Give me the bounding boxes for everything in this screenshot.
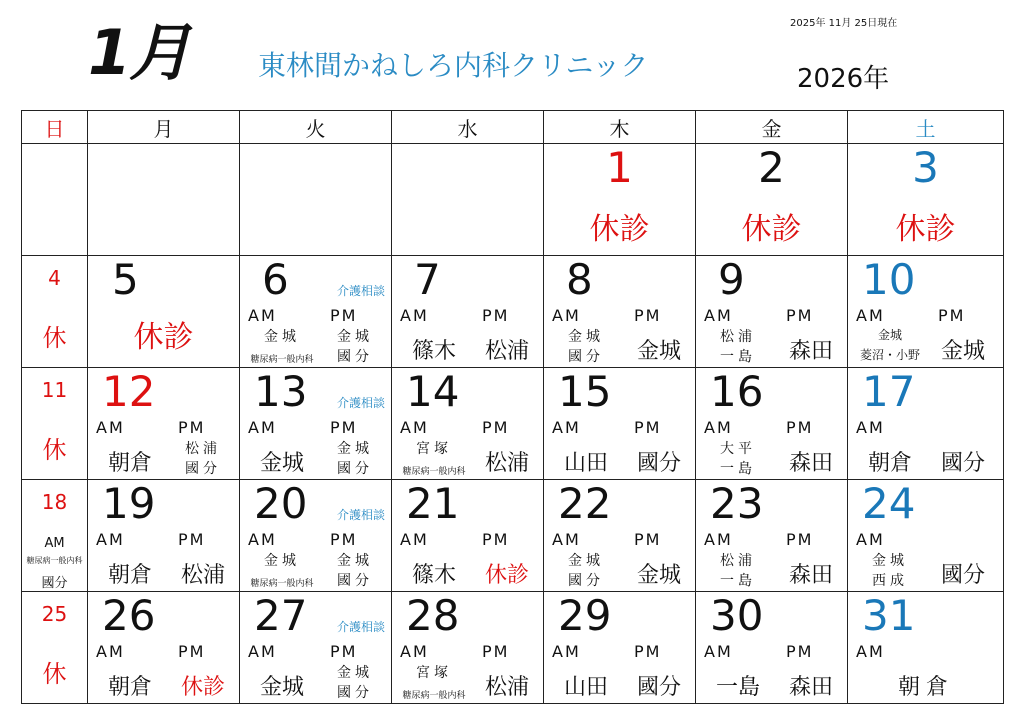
day-number: 13 <box>254 367 308 416</box>
day-number: 8 <box>566 255 593 304</box>
am-label: AM <box>704 306 733 325</box>
pm-doctor: 松浦 <box>484 451 529 476</box>
pm-doctor: 國分 <box>636 675 681 700</box>
day-number: 12 <box>102 367 156 416</box>
pm-label: PM <box>482 530 510 549</box>
day-number: 2 <box>758 143 785 192</box>
pm-doctor: 松浦 <box>180 563 225 588</box>
am-dept: 糖尿病一般内科 <box>250 355 314 365</box>
pm-doctor-2: 國分 <box>337 461 373 477</box>
day-cell-empty <box>240 144 392 256</box>
day-number: 3 <box>912 143 939 192</box>
pm-label: PM <box>330 530 358 549</box>
am-doctor: 金城 <box>568 553 604 569</box>
year-label: 2026年 <box>797 64 890 94</box>
pm-label: PM <box>482 642 510 661</box>
day-number: 18 <box>41 490 68 514</box>
pm-doctor: 松浦 <box>484 339 529 364</box>
week-row-1 <box>22 144 1004 256</box>
am-doctor: 金城 <box>264 553 300 569</box>
day-cell-7 <box>392 256 544 368</box>
day-cell-10 <box>848 256 1004 368</box>
weekday-tue: 火 <box>240 111 392 144</box>
weekday-wed: 水 <box>392 111 544 144</box>
week-row-3 <box>22 368 1004 480</box>
pm-label: PM <box>178 642 206 661</box>
pm-label: PM <box>938 306 966 325</box>
day-number: 19 <box>102 479 156 528</box>
am-label: AM <box>552 306 581 325</box>
rest-label: 休 <box>42 660 67 688</box>
weekday-header-row <box>22 111 1004 144</box>
day-number: 6 <box>262 255 289 304</box>
rest-label: 休 <box>42 436 67 464</box>
am-label: AM <box>248 418 277 437</box>
day-cell-24 <box>848 480 1004 592</box>
am-doctor-2: 國分 <box>568 349 604 365</box>
weekday-thu: 木 <box>544 111 696 144</box>
care-consult-label: 介護相談 <box>336 508 385 522</box>
pm-doctor-2: 國分 <box>337 573 373 589</box>
am-label: AM <box>400 306 429 325</box>
am-label: AM <box>44 536 65 551</box>
day-cell-8 <box>544 256 696 368</box>
day-number: 24 <box>862 479 916 528</box>
day-cell-26 <box>88 592 240 704</box>
am-label: AM <box>856 418 885 437</box>
pm-doctor: 金城 <box>337 665 373 681</box>
pm-label: PM <box>178 418 206 437</box>
am-label: AM <box>552 418 581 437</box>
am-doctor: 松浦 <box>720 553 756 569</box>
pm-doctor: 國分 <box>940 563 985 588</box>
am-label: AM <box>704 642 733 661</box>
day-cell-22 <box>544 480 696 592</box>
day-number: 4 <box>48 266 61 290</box>
weekday-mon: 月 <box>88 111 240 144</box>
am-label: AM <box>248 642 277 661</box>
pm-doctor: 金城 <box>337 329 373 345</box>
am-doctor-2: 西成 <box>872 573 908 589</box>
pm-closed-label: 休診 <box>180 675 225 700</box>
day-cell-28 <box>392 592 544 704</box>
am-doctor: 一島 <box>715 675 760 700</box>
day-cell-17 <box>848 368 1004 480</box>
month-title: 1月 <box>88 16 190 89</box>
as-of-date: 2025年 11月 25日現在 <box>790 18 898 29</box>
pm-label: PM <box>634 306 662 325</box>
day-number: 28 <box>406 591 460 640</box>
am-doctor-2: 一島 <box>720 461 756 477</box>
am-label: AM <box>856 642 885 661</box>
care-consult-label: 介護相談 <box>336 620 385 634</box>
day-cell-14 <box>392 368 544 480</box>
am-dept: 糖尿病一般内科 <box>402 691 466 701</box>
day-number: 9 <box>718 255 745 304</box>
pm-label: PM <box>786 530 814 549</box>
am-doctor: 國分 <box>41 576 68 591</box>
pm-label: PM <box>178 530 206 549</box>
am-doctor: 金城 <box>259 675 304 700</box>
am-doctor: 金城 <box>568 329 604 345</box>
pm-doctor-2: 國分 <box>337 685 373 701</box>
am-doctor-2: 一島 <box>720 349 756 365</box>
weekday-fri: 金 <box>696 111 848 144</box>
day-number: 29 <box>558 591 612 640</box>
closed-label: 休診 <box>895 212 956 247</box>
am-label: AM <box>248 530 277 549</box>
day-cell-9 <box>696 256 848 368</box>
day-cell-15 <box>544 368 696 480</box>
day-number: 27 <box>254 591 308 640</box>
pm-doctor: 國分 <box>636 451 681 476</box>
day-number: 15 <box>558 367 612 416</box>
day-cell-23 <box>696 480 848 592</box>
am-label: AM <box>856 530 885 549</box>
day-cell-empty <box>88 144 240 256</box>
day-number: 30 <box>710 591 764 640</box>
day-number: 21 <box>406 479 460 528</box>
am-doctor: 篠木 <box>411 339 456 364</box>
pm-label: PM <box>330 642 358 661</box>
am-doctor: 宮塚 <box>416 441 452 457</box>
sunday-cell-4 <box>22 256 88 368</box>
pm-label: PM <box>482 306 510 325</box>
am-doctor: 朝倉 <box>107 451 152 476</box>
am-doctor: 金城 <box>259 451 304 476</box>
day-cell-16 <box>696 368 848 480</box>
day-cell-5 <box>88 256 240 368</box>
am-dept: 糖尿病一般内科 <box>250 579 314 589</box>
day-cell-13 <box>240 368 392 480</box>
pm-doctor: 國分 <box>940 451 985 476</box>
am-doctor: 山田 <box>563 451 608 476</box>
am-label: AM <box>96 642 125 661</box>
weekday-sat: 土 <box>848 111 1004 144</box>
am-doctor: 篠木 <box>411 563 456 588</box>
day-cell-20 <box>240 480 392 592</box>
day-cell-2 <box>696 144 848 256</box>
day-number: 25 <box>41 602 68 626</box>
day-number: 14 <box>406 367 460 416</box>
pm-doctor: 金城 <box>337 441 373 457</box>
pm-label: PM <box>634 530 662 549</box>
am-doctor-2: 菱沼・小野 <box>859 348 920 362</box>
am-doctor: 金城 <box>877 328 902 342</box>
day-number: 31 <box>862 591 916 640</box>
pm-label: PM <box>330 418 358 437</box>
am-doctor-2: 一島 <box>720 573 756 589</box>
am-label: AM <box>400 530 429 549</box>
day-cell-12 <box>88 368 240 480</box>
day-cell-1 <box>544 144 696 256</box>
pm-label: PM <box>634 418 662 437</box>
pm-doctor: 森田 <box>788 675 833 700</box>
pm-label: PM <box>786 306 814 325</box>
day-number: 10 <box>862 255 916 304</box>
pm-label: PM <box>634 642 662 661</box>
week-row-4 <box>22 480 1004 592</box>
day-cell-3 <box>848 144 1004 256</box>
am-label: AM <box>400 642 429 661</box>
pm-doctor: 森田 <box>788 451 833 476</box>
am-doctor: 宮塚 <box>416 665 452 681</box>
pm-label: PM <box>330 306 358 325</box>
closed-label: 休診 <box>741 212 802 247</box>
day-cell-31 <box>848 592 1004 704</box>
day-cell-27 <box>240 592 392 704</box>
day-number: 16 <box>710 367 764 416</box>
week-row-5 <box>22 592 1004 704</box>
sunday-cell-25 <box>22 592 88 704</box>
am-doctor: 松浦 <box>720 329 756 345</box>
am-dept: 糖尿病一般内科 <box>402 467 466 477</box>
day-number: 1 <box>606 143 633 192</box>
pm-doctor: 松浦 <box>484 675 529 700</box>
am-label: AM <box>96 530 125 549</box>
care-consult-label: 介護相談 <box>336 396 385 410</box>
am-doctor: 金城 <box>872 553 908 569</box>
day-cell-6 <box>240 256 392 368</box>
day-number: 26 <box>102 591 156 640</box>
pm-doctor: 金城 <box>636 563 681 588</box>
am-label: AM <box>552 642 581 661</box>
am-label: AM <box>704 418 733 437</box>
am-doctor-2: 國分 <box>568 573 604 589</box>
am-label: AM <box>400 418 429 437</box>
pm-doctor: 金城 <box>337 553 373 569</box>
am-doctor: 朝倉 <box>107 675 152 700</box>
pm-doctor-2: 國分 <box>337 349 373 365</box>
pm-doctor: 金城 <box>940 339 985 364</box>
calendar-table <box>21 110 1004 704</box>
am-doctor: 大平 <box>720 441 756 457</box>
day-number: 20 <box>254 479 308 528</box>
day-number: 5 <box>112 255 139 304</box>
am-doctor: 山田 <box>563 675 608 700</box>
day-number: 7 <box>414 255 441 304</box>
rest-label: 休 <box>42 324 67 352</box>
day-number: 17 <box>862 367 916 416</box>
am-doctor: 朝倉 <box>107 563 152 588</box>
weekday-sun: 日 <box>22 111 88 144</box>
am-doctor: 朝倉 <box>867 451 912 476</box>
am-label: AM <box>248 306 277 325</box>
pm-label: PM <box>786 642 814 661</box>
closed-label: 休診 <box>589 212 650 247</box>
pm-closed-label: 休診 <box>484 563 529 588</box>
am-label: AM <box>704 530 733 549</box>
closed-label: 休診 <box>133 320 194 355</box>
clinic-name: 東林間かねしろ内科クリニック <box>258 49 649 82</box>
am-dept: 糖尿病一般内科 <box>26 556 83 565</box>
am-label: AM <box>856 306 885 325</box>
day-number: 22 <box>558 479 612 528</box>
day-cell-empty <box>22 144 88 256</box>
pm-doctor: 森田 <box>788 563 833 588</box>
day-number: 11 <box>41 378 68 402</box>
care-consult-label: 介護相談 <box>336 284 385 298</box>
day-cell-29 <box>544 592 696 704</box>
sunday-cell-18 <box>22 480 88 592</box>
pm-label: PM <box>786 418 814 437</box>
am-doctor: 朝倉 <box>897 675 954 700</box>
pm-doctor: 松浦 <box>185 441 221 457</box>
pm-doctor-2: 國分 <box>185 461 221 477</box>
pm-doctor: 金城 <box>636 339 681 364</box>
pm-label: PM <box>482 418 510 437</box>
pm-doctor: 森田 <box>788 339 833 364</box>
sunday-cell-11 <box>22 368 88 480</box>
week-row-2 <box>22 256 1004 368</box>
day-cell-21 <box>392 480 544 592</box>
day-cell-30 <box>696 592 848 704</box>
am-label: AM <box>96 418 125 437</box>
day-cell-19 <box>88 480 240 592</box>
am-doctor: 金城 <box>264 329 300 345</box>
day-cell-empty <box>392 144 544 256</box>
day-number: 23 <box>710 479 764 528</box>
am-label: AM <box>552 530 581 549</box>
